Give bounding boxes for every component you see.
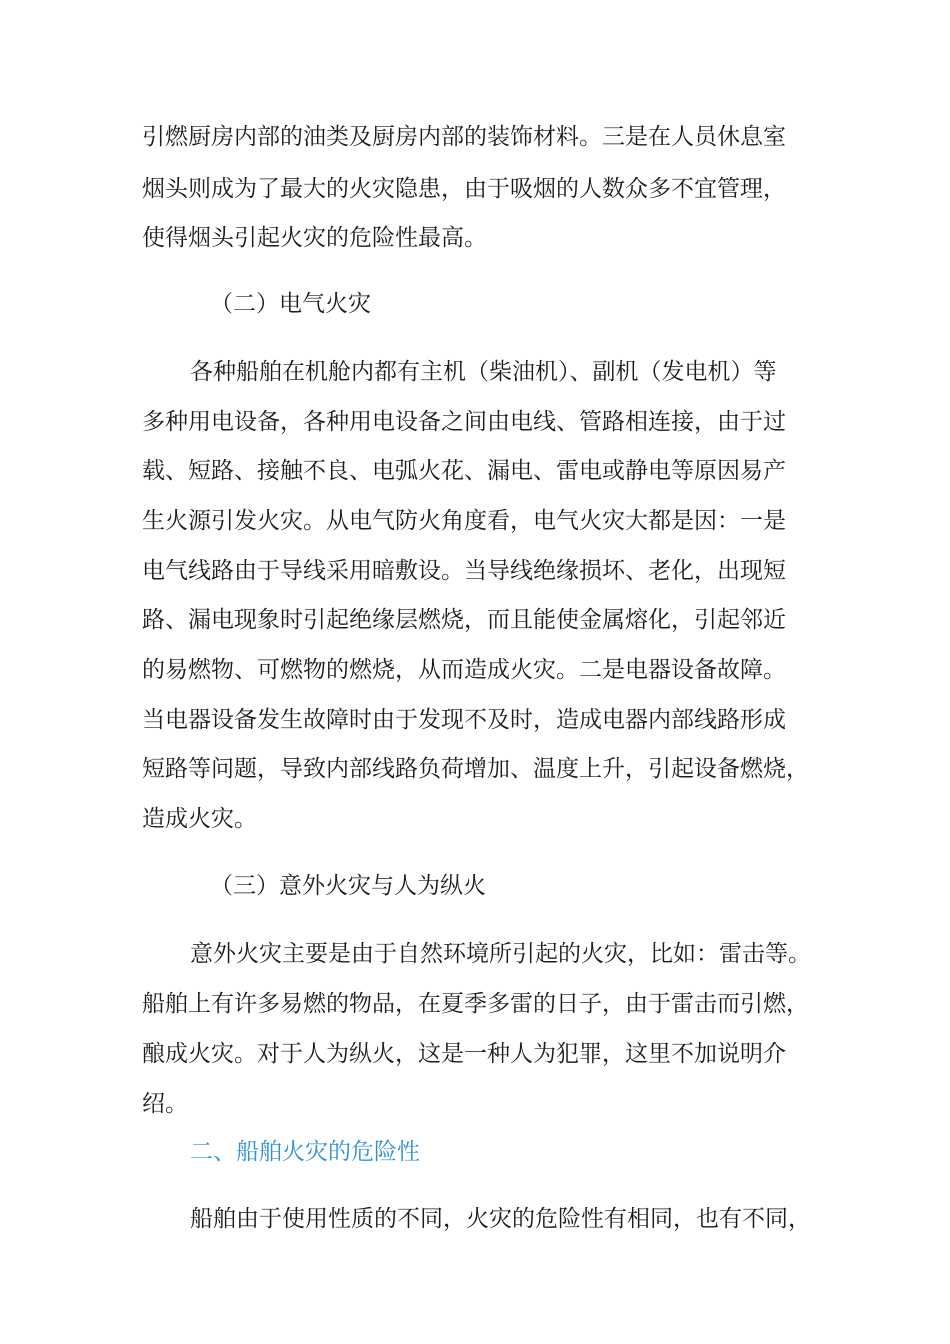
- paragraph-2-line-7: 的易燃物、可燃物的燃烧，从而造成火灾。二是电器设备故障。: [142, 657, 786, 683]
- paragraph-2-line-6: 路、漏电现象时引起绝缘层燃烧，而且能使金属熔化，引起邻近: [142, 607, 786, 633]
- subheading-electrical-fire: （二）电气火灾: [210, 291, 371, 317]
- paragraph-2-line-1: 各种船舶在机舱内都有主机（柴油机）、副机（发电机）等: [190, 359, 777, 385]
- paragraph-2-line-5: 电气线路由于导线采用暗敷设。当导线绝缘损坏、老化，出现短: [142, 558, 786, 584]
- paragraph-1-line-3: 使得烟头引起火灾的危险性最高。: [142, 225, 487, 251]
- paragraph-4-line-1: 船舶由于使用性质的不同，火灾的危险性有相同，也有不同，: [190, 1206, 811, 1232]
- paragraph-1-line-2: 烟头则成为了最大的火灾隐患，由于吸烟的人数众多不宜管理，: [142, 176, 786, 202]
- paragraph-3-line-3: 酿成火灾。对于人为纵火，这是一种人为犯罪，这里不加说明介: [142, 1041, 786, 1067]
- paragraph-3-line-2: 船舶上有许多易燃的物品，在夏季多雷的日子，由于雷击而引燃，: [142, 991, 809, 1017]
- section-heading-ship-fire-danger: 二、船舶火灾的危险性: [190, 1139, 420, 1165]
- paragraph-2-line-3: 载、短路、接触不良、电弧火花、漏电、雷电或静电等原因易产: [142, 458, 786, 484]
- paragraph-1-line-1: 引燃厨房内部的油类及厨房内部的装饰材料。三是在人员休息室: [142, 124, 786, 150]
- subheading-accidental-fire-arson: （三）意外火灾与人为纵火: [210, 873, 486, 899]
- paragraph-2-line-9: 短路等问题，导致内部线路负荷增加、温度上升，引起设备燃烧，: [142, 756, 809, 782]
- paragraph-2-line-4: 生火源引发火灾。从电气防火角度看，电气火灾大都是因：一是: [142, 508, 786, 534]
- paragraph-3-line-4: 绍。: [142, 1091, 188, 1117]
- paragraph-2-line-8: 当电器设备发生故障时由于发现不及时，造成电器内部线路形成: [142, 707, 786, 733]
- paragraph-3-line-1: 意外火灾主要是由于自然环境所引起的火灾，比如：雷击等。: [190, 941, 811, 967]
- paragraph-2-line-10: 造成火灾。: [142, 806, 257, 832]
- paragraph-2-line-2: 多种用电设备，各种用电设备之间由电线、管路相连接，由于过: [142, 409, 786, 435]
